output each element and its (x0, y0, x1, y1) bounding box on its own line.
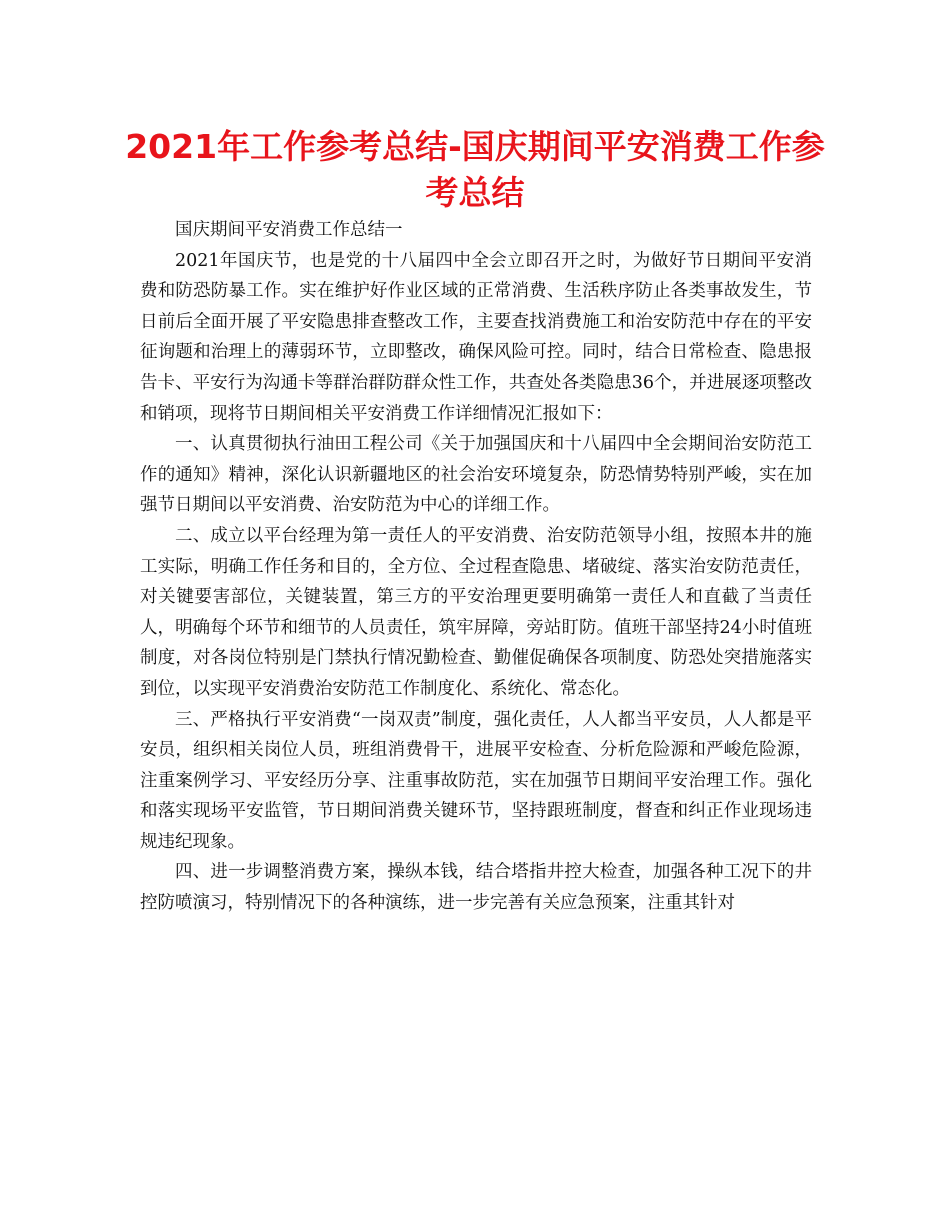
document-body (140, 215, 812, 919)
paragraph-item-1: 一、认真贯彻执行油田工程公司《关于加强国庆和十八届四中全会期间治安防范工作的通知》精神，深化认识新疆地区的社会治安环境复杂，防恐情势特别严峻，实在加强节日期间以平安消费、治安防范为中心的详细工作。 (140, 434, 812, 516)
document-title: 2021年工作参考总结-国庆期间平安消费工作参考总结 (125, 127, 825, 212)
document-subtitle: 国庆期间平安消费工作总结一 (175, 220, 403, 240)
paragraph-item-3: 三、严格执行平安消费“一岗双责”制度，强化责任，人人都当平安员，人人都是平安员，组织相关岗位人员，班组消费骨干，进展平安检查、分析危险源和严峻危险源，注重案例学习、平安经历分享、注重事故防范，实在加强节日期间平安治理工作。强化和落实现场平安监管，节日期间消费关键环节，坚持跟班制度，督查和纠正作业现场违规违纪现象。 (140, 709, 812, 852)
paragraph-item-2: 二、成立以平台经理为第一责任人的平安消费、治安防范领导小组，按照本井的施工实际，明确工作任务和目的，全方位、全过程查隐患、堵破绽、落实治安防范责任，对关键要害部位，关键装置，第三方的平安治理更要明确第一责任人和直截了当责任人，明确每个环节和细节的人员责任，筑牢屏障，旁站盯防。值班干部坚持24小时值班制度，对各岗位特别是门禁执行情况勤检查、勤催促确保各项制度、防恐处突措施落实到位，以实现平安消费治安防范工作制度化、系统化、常态化。 (140, 525, 812, 699)
paragraph-item-4: 四、进一步调整消费方案，操纵本钱，结合塔指井控大检查，加强各种工况下的井控防喷演习，特别情况下的各种演练，进一步完善有关应急预案，注重其针对 (140, 862, 812, 914)
paragraph-intro: 2021年国庆节，也是党的十八届四中全会立即召开之时，为做好节日期间平安消费和防恐防暴工作。实在维护好作业区域的正常消费、生活秩序防止各类事故发生，节日前后全面开展了平安隐患排查整改工作，主要查找消费施工和治安防范中存在的平安征询题和治理上的薄弱环节，立即整改，确保风险可控。同时，结合日常检查、隐患报告卡、平安行为沟通卡等群治群防群众性工作，共查处各类隐患36个，并进展逐项整改和销项，现将节日期间相关平安消费工作详细情况汇报如下： (140, 250, 812, 424)
